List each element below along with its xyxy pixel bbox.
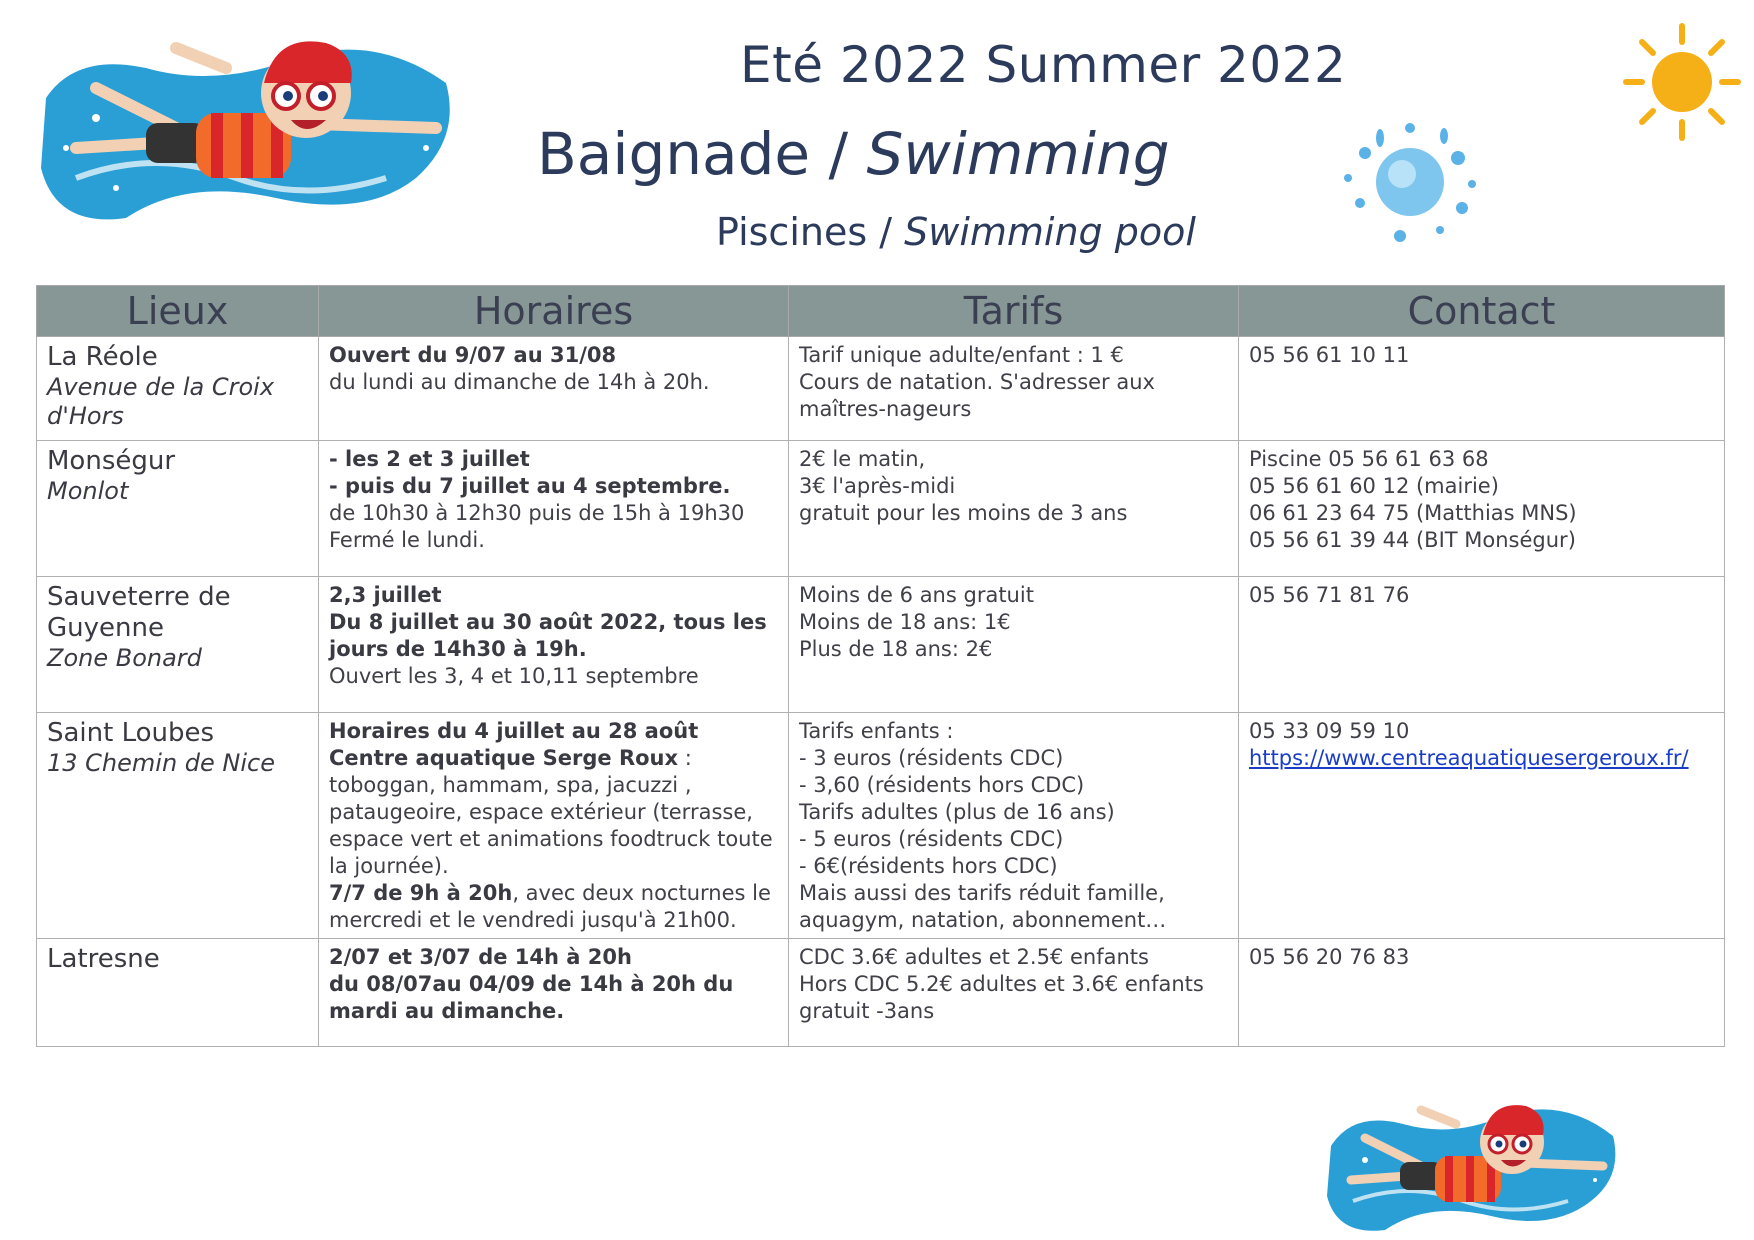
hours-line: du lundi au dimanche de 14h à 20h. [329,370,710,394]
column-header-horaires: Horaires [319,286,789,337]
hours-line: du 08/07au 04/09 de 14h à 20h du mardi au dimanche. [329,972,734,1023]
table-row [37,337,1725,441]
contact-line: 05 56 61 39 44 (BIT Monségur) [1249,528,1576,552]
hours-line: - puis du 7 juillet au 4 septembre. [329,474,731,498]
table-row [37,441,1725,577]
cell-prices [789,337,1239,441]
price-line: 2€ le matin, [799,447,926,471]
cell-contact [1239,713,1725,939]
place-address: 13 Chemin de Nice [47,749,275,777]
cell-prices [789,577,1239,713]
price-line: - 3,60 (résidents hors CDC) [799,773,1085,797]
section-title-en: Swimming [866,120,1170,188]
price-line: - 6€(résidents hors CDC) [799,854,1058,878]
price-line: Moins de 18 ans: 1€ [799,610,1011,634]
cell-contact [1239,337,1725,441]
contact-line: 05 33 09 59 10 [1249,719,1410,743]
price-line: 3€ l'après-midi [799,474,956,498]
swimmer-illustration [36,28,466,228]
cell-hours [319,577,789,713]
place-address: Zone Bonard [47,644,202,672]
cell-prices [789,441,1239,577]
cell-place [37,939,319,1047]
cell-contact [1239,939,1725,1047]
subsection-title-fr: Piscines / [716,210,893,254]
price-line: Plus de 18 ans: 2€ [799,637,993,661]
water-splash-icon [1340,118,1480,246]
hours-paragraph [329,880,778,934]
place-address: Monlot [47,477,129,505]
place-name: Monségur [47,446,176,476]
cell-hours [319,713,789,939]
hours-line: Ouvert les 3, 4 et 10,11 septembre [329,664,699,688]
opening-days: 7/7 de 9h à 20h [329,881,513,905]
price-line: - 5 euros (résidents CDC) [799,827,1064,851]
price-line: Tarif unique adulte/enfant : 1 € [799,343,1124,367]
table-row [37,713,1725,939]
section-title-fr: Baignade / [537,120,849,188]
pools-table [36,285,1725,1047]
hours-line: 2,3 juillet [329,583,442,607]
price-line: - 3 euros (résidents CDC) [799,746,1064,770]
cell-hours [319,337,789,441]
contact-line: 05 56 61 10 11 [1249,343,1410,367]
contact-line: Piscine 05 56 61 63 68 [1249,447,1489,471]
hours-line: Fermé le lundi. [329,528,485,552]
column-header-tarifs: Tarifs [789,286,1239,337]
hours-paragraph [329,745,778,880]
nocturnes-text: , avec deux nocturnes le mercredi et le vendredi jusqu'à 21h00. [329,881,771,932]
place-name: Sauveterre de Guyenne [47,582,231,643]
hours-line: - les 2 et 3 juillet [329,447,530,471]
hours-line: 2/07 et 3/07 de 14h à 20h [329,945,632,969]
hours-line: Du 8 juillet au 30 août 2022, tous les jours de 14h30 à 19h. [329,610,767,661]
subsection-title [716,210,1196,254]
contact-line: 05 56 20 76 83 [1249,945,1410,969]
contact-line: 05 56 71 81 76 [1249,583,1410,607]
cell-hours [319,441,789,577]
cell-hours [319,939,789,1047]
sun-icon [1622,22,1742,142]
page-title: Eté 2022 Summer 2022 [740,36,1347,94]
cell-place [37,577,319,713]
price-line: Tarifs enfants : [799,719,954,743]
place-address: Avenue de la Croix d'Hors [47,373,275,430]
cell-place [37,337,319,441]
center-description: : toboggan, hammam, spa, jacuzzi , pataugeoire, espace extérieur (terrasse, espace vert et animations foodtruck toute la journée). [329,746,773,878]
hours-line: de 10h30 à 12h30 puis de 15h à 19h30 [329,501,745,525]
table-header-row [37,286,1725,337]
cell-prices [789,939,1239,1047]
cell-contact [1239,441,1725,577]
price-line: Moins de 6 ans gratuit [799,583,1034,607]
price-line: Tarifs adultes (plus de 16 ans) [799,800,1115,824]
place-name: Latresne [47,944,160,974]
price-line: Mais aussi des tarifs réduit famille, aquagym, natation, abonnement… [799,881,1167,932]
section-title [537,120,1170,188]
price-line: CDC 3.6€ adultes et 2.5€ enfants [799,945,1149,969]
contact-line: 05 56 61 60 12 (mairie) [1249,474,1499,498]
column-header-lieux: Lieux [37,286,319,337]
column-header-contact: Contact [1239,286,1725,337]
website-link[interactable]: https://www.centreaquatiquesergeroux.fr/ [1249,746,1689,770]
price-line: gratuit pour les moins de 3 ans [799,501,1128,525]
subsection-title-en: Swimming pool [904,210,1196,254]
table-row [37,577,1725,713]
center-name: Centre aquatique Serge Roux [329,746,679,770]
place-name: La Réole [47,342,158,372]
place-name: Saint Loubes [47,718,215,748]
price-line: Hors CDC 5.2€ adultes et 3.6€ enfants [799,972,1204,996]
cell-prices [789,713,1239,939]
cell-contact [1239,577,1725,713]
hours-line: Ouvert du 9/07 au 31/08 [329,343,617,367]
hours-line: Horaires du 4 juillet au 28 août [329,719,699,743]
price-line: Cours de natation. S'adresser aux maîtres-nageurs [799,370,1155,421]
contact-line: 06 61 23 64 75 (Matthias MNS) [1249,501,1577,525]
table-row [37,939,1725,1047]
cell-place [37,713,319,939]
price-line: gratuit -3ans [799,999,935,1023]
swimmer-illustration-bottom [1323,1096,1623,1236]
cell-place [37,441,319,577]
